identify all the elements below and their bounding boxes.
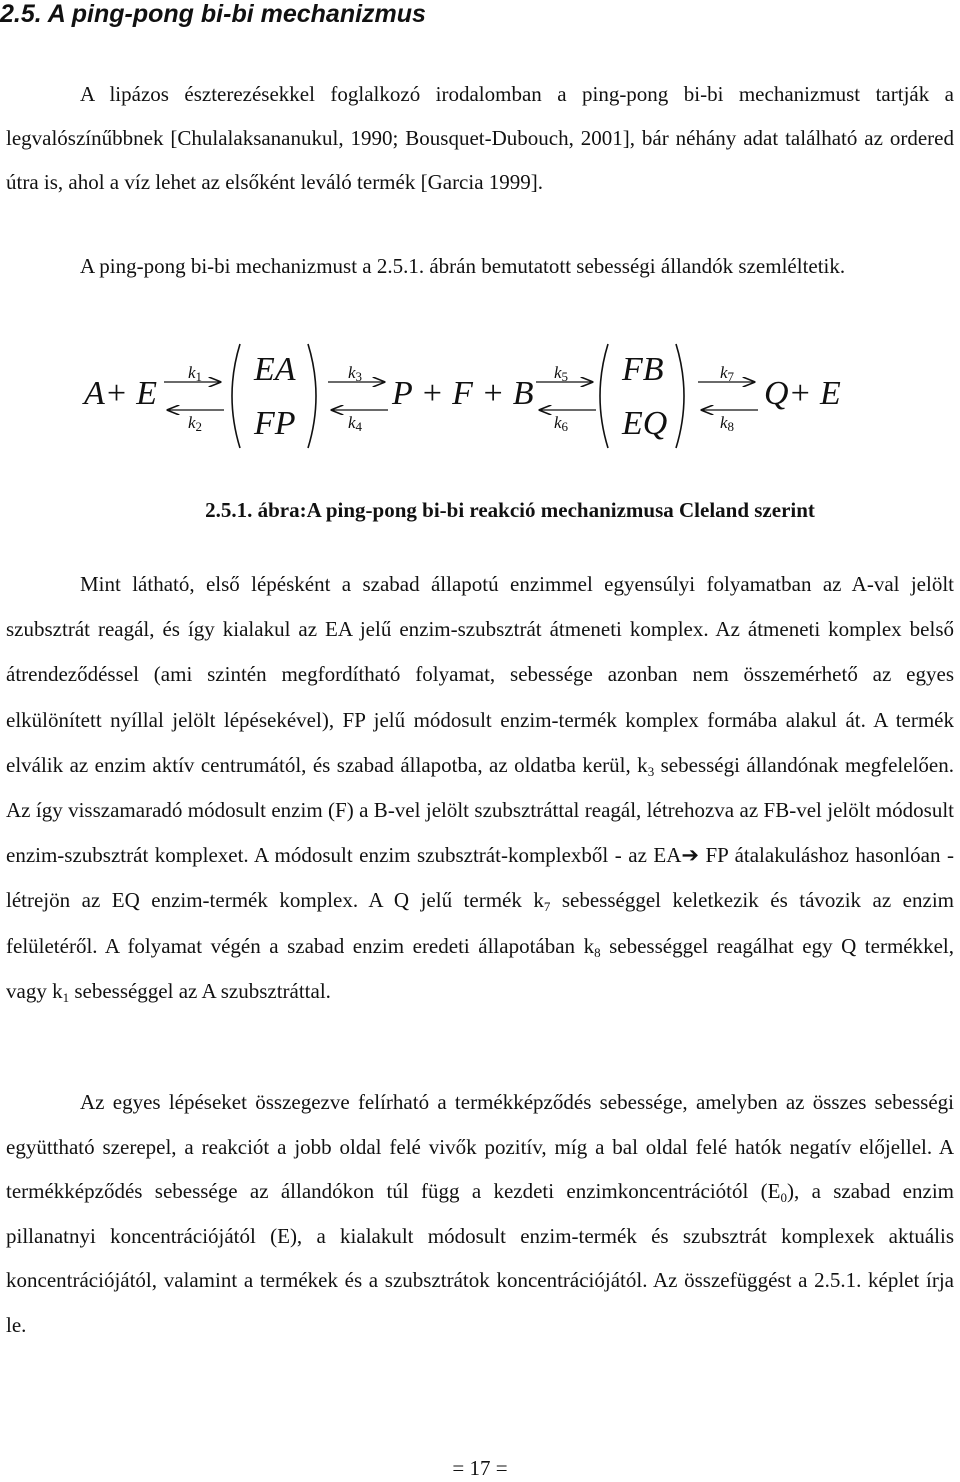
scheme-intro-paragraph: A ping-pong bi-bi mechanizmust a 2.5.1. ábrán bemutatott sebességi állandók szemléltetik. [80, 254, 846, 278]
intro-paragraph: A lipázos észterezésekkel foglalkozó irodalomban a ping-pong bi-bi mechanizmust tartják a legvalószínűbbnek [Chulalaksananukul, 1990; Bousquet-Dubouch, 2001], bár néhány adat található az ordered útra is, ahol a víz lehet az elsőként leváló termék [Garcia 1999]. [6, 82, 954, 194]
section-heading: 2.5. A ping-pong bi-bi mechanizmus [0, 0, 426, 28]
intermediates-middle: P + F + B [392, 375, 534, 412]
mechanism-paragraph: Mint látható, első lépésként a szabad állapotú enzimmel egyensúlyi folyamatban az A-val jelölt szubsztrát reagál, és így kialakul az EA jelű enzim-szubsztrát átmeneti komplex. Az átmeneti komplex belső átrendeződéssel (ami szintén megfordítható folyamat, sebessége azonban nem összemérhető az egyes elkülönített nyíllal jelölt lépésekével), FP jelű módosult enzim-termék komplex formába alakul át. A termék elválik az enzim aktív centrumától, és szabad állapotba, az oldatba kerül, $k_3$ sebességi állandónak megfelelően. Az így visszamaradó módosult enzim (F) a B-vel jelölt szubsztráttal reagál, létrehozva az FB-vel jelölt módosult enzim-szubsztrát komplexet. A módosult enzim szubsztrát-komplexből - az EA➔ FP átalakuláshoz hasonlóan - létrejön az EQ enzim-termék komplex. A Q jelű termék $k_7$ sebességgel keletkezik és távozik az enzim felületéről. A folyamat végén a szabad enzim eredeti állapotában $k_8$ sebességgel reagálhat egy Q termékkel, vagy $k_1$ sebességgel az A szubsztráttal. [6, 572, 955, 1005]
complex-fb: FB [622, 351, 664, 388]
left-paren-2 [600, 344, 608, 448]
rate-constant-k4: k4 [348, 413, 363, 434]
page-number: = 17 = [452, 1456, 508, 1480]
rate-constant-k1: k1 [188, 363, 203, 384]
products-right: Q+ E [764, 375, 841, 412]
rate-constant-k3: k3 [348, 363, 363, 384]
rate-constant-k8: k8 [720, 413, 735, 434]
complex-fp: FP [254, 405, 296, 442]
complex-ea: EA [254, 351, 296, 388]
figure-caption: 2.5.1. ábra:A ping-pong bi-bi reakció mechanizmusa Cleland szerint [205, 498, 815, 522]
right-paren-1 [308, 344, 316, 448]
rate-constant-k6: k6 [554, 413, 569, 434]
reaction-scheme [80, 340, 880, 470]
rate-paragraph: Az egyes lépéseket összegezve felírható a termékképződés sebessége, amelyben az összes sebességi együttható szerepel, a reakciót a jobb oldal felé vivők pozitív, míg a bal oldal felé hatók negatív előjellel. A termékképződés sebessége az állandókon túl függ a kezdeti enzimkoncentrációtól $(E_0)$, a szabad enzim pillanatnyi koncentrációjától (E), a kialakult módosult enzim-termék és szubsztrát komplexek aktuális koncentrációjától, valamint a termékek és a szubsztrátok koncentrációjától. Az összefüggést a 2.5.1. képlet írja le. [6, 1090, 954, 1337]
right-paren-2 [676, 344, 684, 448]
rate-constant-k2: k2 [188, 413, 203, 434]
rate-constant-k7: k7 [720, 363, 735, 384]
rate-constant-k5: k5 [554, 363, 569, 384]
reactants-left: A+ E [84, 375, 157, 412]
left-paren-1 [232, 344, 240, 448]
complex-eq: EQ [622, 405, 668, 442]
right-arrow-icon: ➔ [681, 843, 699, 868]
